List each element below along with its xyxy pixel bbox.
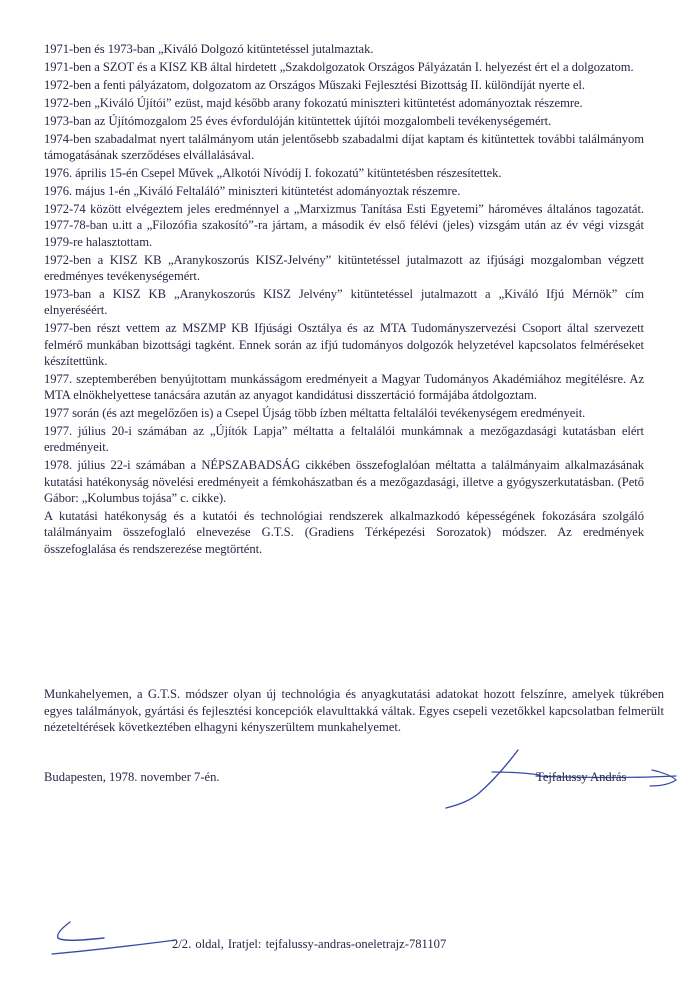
entry-gts-modszer: A kutatási hatékonyság és a kutatói és technológiai rendszerek alkalmazkodó képességének fokozására szolgáló találmányaim összefoglaló elnevezése G.T.S. (Gradiens Térképezési Sorozatok) módszer. Az eredmények összefoglalása és rendszerezése megtörtént. [44,509,644,556]
entry-1972-74-esti-egyetem: 1972-74 között elvégeztem jeles eredménnyel a „Marxizmus Tanítása Esti Egyetemi” hároméves általános tagozatát. 1977-78-ban u.itt a „Filozófia szakosító”-ra jártam, a második év első félévi (jeles) vizsgám után az év végi vizsgát 1979-re halasztottam. [44,202,644,249]
entry-1973-ujitomozgalom: 1973-ban az Újítómozgalom 25 éves évfordulóján kitüntettek újítói mozgalombeli tevékenységemért. [44,113,552,128]
place-and-date: Budapesten, 1978. november 7-én. [44,770,220,784]
closing-paragraph: Munkahelyemen, a G.T.S. módszer olyan új technológia és anyagkutatási adatokat hozott felszínre, amelyek tükrében egyes találmányok, gyártási és fejlesztési koncepciók elavulttakká váltak. Egyes csepeli vezetőkkel kapcsolatban felmerült nézeteltérések következtében elhagyni kényszerültem munkahelyemet. [44,687,664,735]
entry-1976-nivodij: 1976. április 15-én Csepel Művek „Alkotói Nívódíj I. fokozatú” kitüntetésben részesítettek. [44,166,502,181]
signature-name: Tejfalussy András [536,770,627,784]
entry-1976-kivalo-feltalalo: 1976. május 1-én „Kiváló Feltaláló” miniszteri kitüntetést adományoztak részemre. [44,184,461,199]
entry-1977-csepel-ujsag: 1977 során (és azt megelőzően is) a Csepel Újság több ízben méltatta feltalálói tevékenységem eredményeit. [44,406,586,421]
entry-1971-szot-kisz-palyazat: 1971-ben a SZOT és a KISZ KB által hirdetett „Szakdolgozatok Országos Pályázatán I. helyezést ért el a dolgozatom. [44,59,634,74]
entry-1978-nepszabadsag: 1978. július 22-i számában a NÉPSZABADSÁG cikkében összefoglalóan méltatta a találmányaim alkalmazásának kutatási hatékonyság növelési eredményeit a fémkohászatban és a mezőgazdasági, illetve a gyógyszerkutatásban. (Pető Gábor: „Kolumbus tojása” c. cikke). [44,458,644,506]
page-footer: 2/2. oldal, Iratjel: tejfalussy-andras-oneletrajz-781107 [172,937,447,951]
entry-1973-kivalo-ifju-mernok: 1973-ban a KISZ KB „Aranykoszorús KISZ Jelvény” kitüntetéssel jutalmazott a „Kiváló Ifjú Mérnök” cím elnyeréséért. [44,287,644,318]
entry-1977-mta-disszertacio: 1977. szeptemberében benyújtottam munkásságom eredményeit a Magyar Tudományos Akadémiához megítélésre. Az MTA elnökhelyettese tanácsára azután az anyagot kandidátusi disszertáció formájába átdolgoztam. [44,371,644,403]
entry-1972-kisz-jelveny: 1972-ben a KISZ KB „Aranykoszorús KISZ-Jelvény” kitüntetéssel jutalmazott az ifjúsági mozgalomban végzett eredményes tevékenységemért. [44,252,644,284]
achievement-list [44,41,644,559]
entry-1972-omfb-kulondij: 1972-ben a fenti pályázatom, dolgozatom az Országos Műszaki Fejlesztési Bizottság II. különdíját nyerte el. [44,77,585,92]
entry-1977-mszmp-mta-felmeres: 1977-ben részt vettem az MSZMP KB Ifjúsági Osztálya és az MTA Tudományszervezési Csoport által szervezett felmérő munkában bizottsági tagként. Ennek során az ifjú tudományos dolgozók helyzetével kapcsolatos felméréseket készítettünk. [44,321,644,368]
entry-1977-ujitok-lapja: 1977. július 20-i számában az „Újítók Lapja” méltatta a feltalálói munkámnak a mezőgazdasági kutatásban elért eredményeit. [44,424,644,455]
entry-1974-szabadalom: 1974-ben szabadalmat nyert találmányom után jelentősebb szabadalmi díjat kaptam és kitüntettek további találmányom támogatásának szerződéses elvállalásával. [44,131,644,163]
entry-1972-kivalo-ujito: 1972-ben „Kiváló Újítói” ezüst, majd később arany fokozatú miniszteri kitüntetést adományoztak részemre. [44,95,583,110]
entry-1971-1973-kivalo-dolgozo: 1971-ben és 1973-ban „Kiváló Dolgozó kitüntetéssel jutalmaztak. [44,42,374,56]
